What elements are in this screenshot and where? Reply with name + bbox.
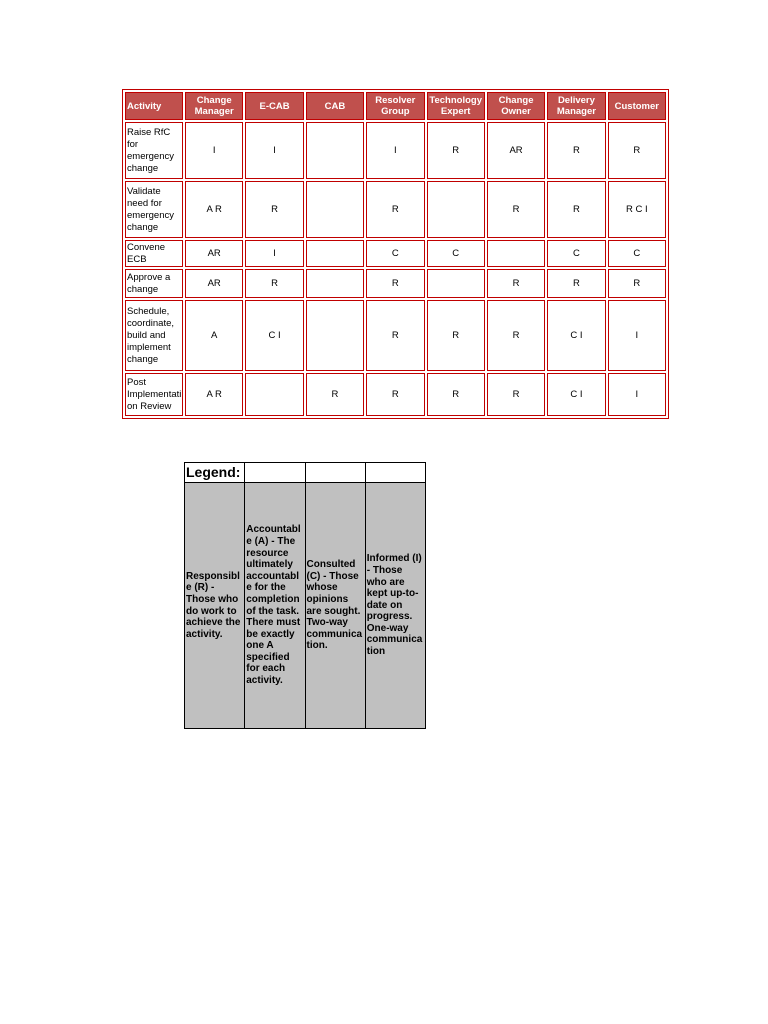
- header-row: [125, 92, 666, 120]
- raci-cell: A: [185, 300, 243, 371]
- raci-cell: [306, 181, 364, 238]
- raci-cell: R: [427, 122, 485, 179]
- column-header: CAB: [306, 92, 364, 120]
- activity-cell: Post Implementation Review: [125, 373, 183, 416]
- raci-cell: R: [608, 269, 666, 298]
- raci-cell: AR: [487, 122, 545, 179]
- table-row: [125, 269, 666, 298]
- raci-cell: R: [245, 269, 303, 298]
- legend-title: Legend:: [185, 463, 245, 483]
- raci-cell: R: [306, 373, 364, 416]
- raci-cell: R: [366, 181, 424, 238]
- raci-cell: R: [366, 300, 424, 371]
- legend-informed: Informed (I) - Those who are kept up-to-date on progress. One-way communication: [365, 483, 425, 729]
- column-header: Technology Expert: [427, 92, 485, 120]
- legend-blank: [245, 463, 305, 483]
- column-header: Customer: [608, 92, 666, 120]
- raci-cell: [306, 240, 364, 267]
- raci-cell: R: [427, 300, 485, 371]
- column-header: E-CAB: [245, 92, 303, 120]
- raci-cell: C: [547, 240, 605, 267]
- column-header: Change Owner: [487, 92, 545, 120]
- legend-body-row: [185, 483, 426, 729]
- activity-cell: Approve a change: [125, 269, 183, 298]
- raci-cell: A R: [185, 181, 243, 238]
- raci-cell: C: [366, 240, 424, 267]
- raci-cell: [245, 373, 303, 416]
- raci-cell: R: [608, 122, 666, 179]
- raci-cell: C: [427, 240, 485, 267]
- raci-cell: R: [427, 373, 485, 416]
- table-row: [125, 240, 666, 267]
- raci-cell: R: [487, 269, 545, 298]
- activity-cell: Raise RfC for emergency change: [125, 122, 183, 179]
- legend-blank: [305, 463, 365, 483]
- raci-matrix-table: [122, 89, 669, 419]
- raci-cell: R: [366, 269, 424, 298]
- legend-table: [184, 462, 426, 729]
- raci-cell: R: [547, 122, 605, 179]
- raci-cell: AR: [185, 269, 243, 298]
- table-row: [125, 181, 666, 238]
- table-row: [125, 300, 666, 371]
- raci-cell: [427, 269, 485, 298]
- table-row: [125, 122, 666, 179]
- raci-cell: I: [608, 300, 666, 371]
- raci-cell: I: [366, 122, 424, 179]
- raci-cell: C I: [245, 300, 303, 371]
- raci-cell: C I: [547, 300, 605, 371]
- raci-cell: R: [547, 181, 605, 238]
- column-header: Activity: [125, 92, 183, 120]
- raci-cell: R C I: [608, 181, 666, 238]
- legend-responsible: Responsible (R) - Those who do work to achieve the activity.: [185, 483, 245, 729]
- raci-cell: C: [608, 240, 666, 267]
- raci-cell: R: [487, 373, 545, 416]
- raci-cell: R: [245, 181, 303, 238]
- table-row: [125, 373, 666, 416]
- raci-cell: I: [608, 373, 666, 416]
- raci-cell: [306, 269, 364, 298]
- activity-cell: Schedule, coordinate, build and implement change: [125, 300, 183, 371]
- column-header: Change Manager: [185, 92, 243, 120]
- raci-cell: [306, 122, 364, 179]
- raci-cell: I: [185, 122, 243, 179]
- raci-cell: I: [245, 240, 303, 267]
- raci-cell: R: [547, 269, 605, 298]
- legend-blank: [365, 463, 425, 483]
- legend-consulted: Consulted (C) - Those whose opinions are sought. Two-way communication.: [305, 483, 365, 729]
- raci-cell: [427, 181, 485, 238]
- column-header: Delivery Manager: [547, 92, 605, 120]
- raci-cell: [306, 300, 364, 371]
- column-header: Resolver Group: [366, 92, 424, 120]
- raci-cell: I: [245, 122, 303, 179]
- raci-cell: R: [366, 373, 424, 416]
- raci-cell: C I: [547, 373, 605, 416]
- legend-accountable: Accountable (A) - The resource ultimately accountable for the completion of the task. There must be exactly one A specified for each activity.: [245, 483, 305, 729]
- raci-cell: R: [487, 181, 545, 238]
- legend-header-row: [185, 463, 426, 483]
- raci-cell: R: [487, 300, 545, 371]
- raci-cell: AR: [185, 240, 243, 267]
- raci-cell: A R: [185, 373, 243, 416]
- activity-cell: Convene ECB: [125, 240, 183, 267]
- activity-cell: Validate need for emergency change: [125, 181, 183, 238]
- raci-cell: [487, 240, 545, 267]
